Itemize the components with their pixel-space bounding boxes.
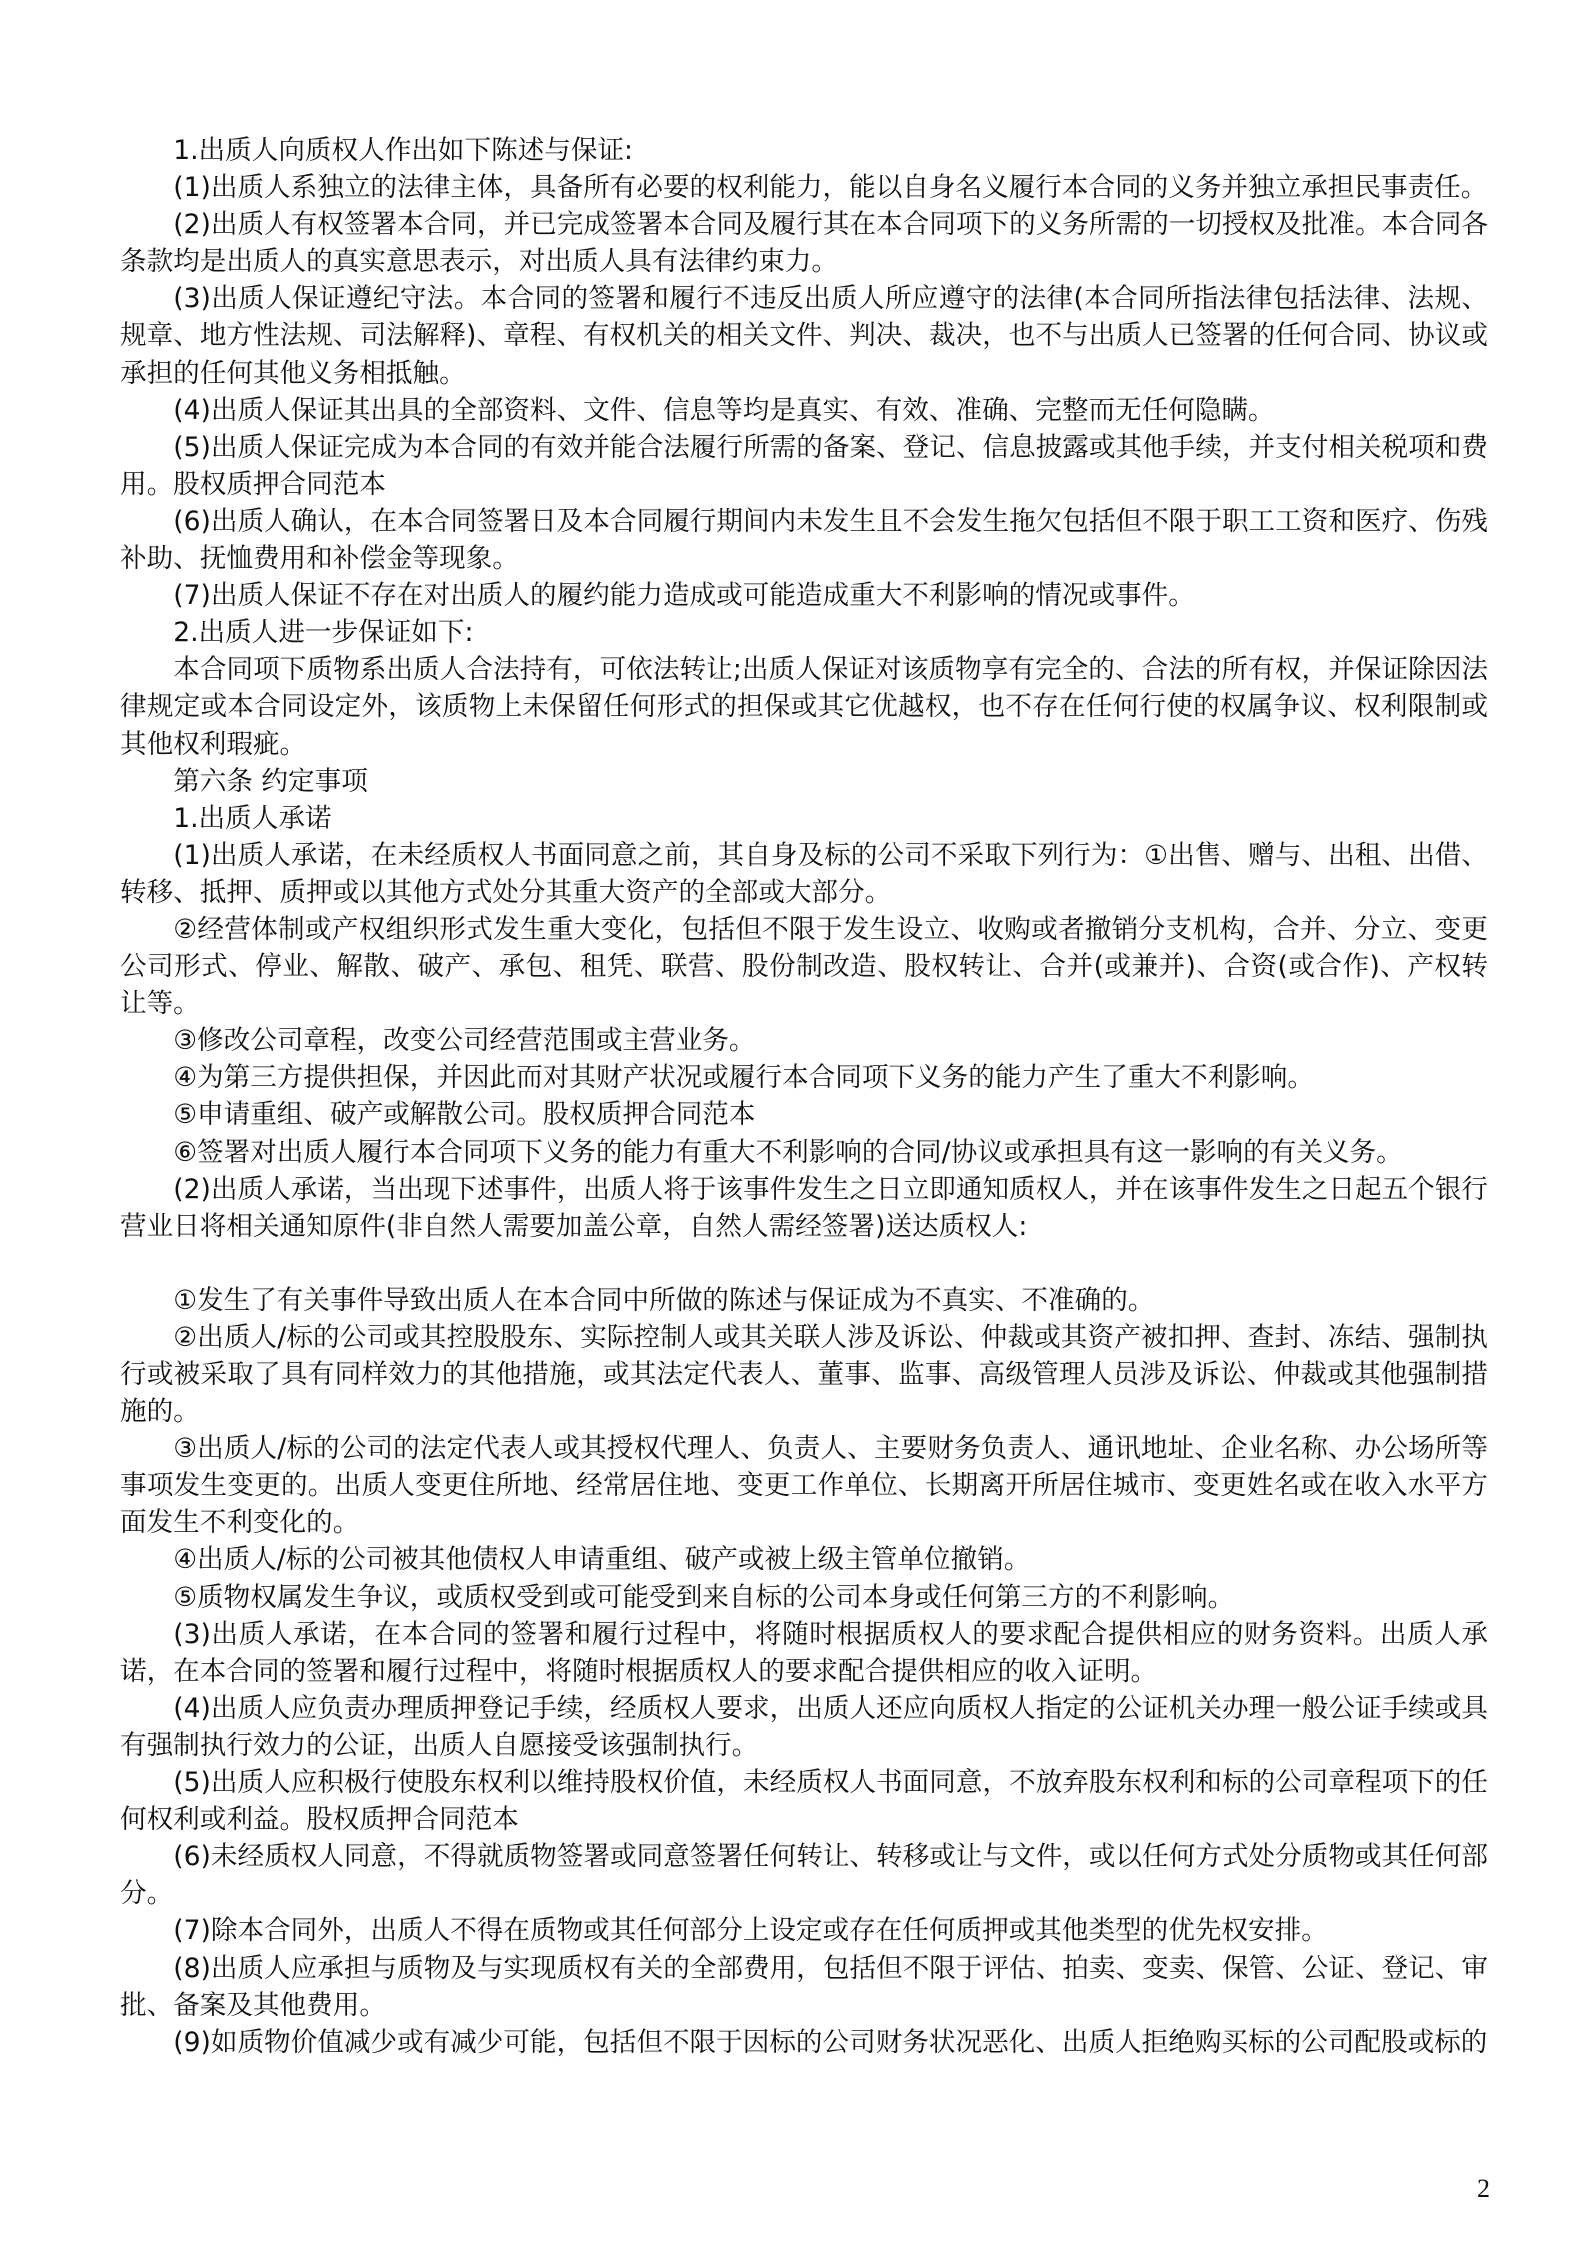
- section-heading: 第六条 约定事项: [173, 765, 368, 797]
- paragraph-8: (7)出质人保证不存在对出质人的履约能力造成或可能造成重大不利影响的情况或事件。: [173, 580, 1195, 612]
- paragraph-28: (6)未经质权人同意，不得就质物签署或同意签署任何转让、转移或让与文件，或以任何方式处分质物或其任何部分。: [120, 1841, 1488, 1910]
- paragraph-2: (1)出质人系独立的法律主体，具备所有必要的权利能力，能以自身名义履行本合同的义务并独立承担民事责任。: [173, 172, 1488, 204]
- paragraph-3: (2)出质人有权签署本合同，并已完成签署本合同及履行其在本合同项下的义务所需的一切授权及批准。本合同各条款均是出质人的真实意思表示，对出质人具有法律约束力。: [120, 209, 1488, 278]
- paragraph-5: (4)出质人保证其出具的全部资料、文件、信息等均是真实、有效、准确、完整而无任何隐瞒。: [173, 394, 1275, 426]
- paragraph-26: (4)出质人应负责办理质押登记手续，经质权人要求，出质人还应向质权人指定的公证机关办理一般公证手续或具有强制执行效力的公证，出质人自愿接受该强制执行。: [120, 1692, 1488, 1761]
- paragraph-21: ②出质人/标的公司或其控股股东、实际控制人或其关联人涉及诉讼、仲裁或其资产被扣押、查封、冻结、强制执行或被采取了具有同样效力的其他措施，或其法定代表人、董事、监事、高级管理人员涉及诉讼、仲裁或其他强制措施的。: [120, 1321, 1488, 1428]
- paragraph-15: ③修改公司章程，改变公司经营范围或主营业务。: [173, 1025, 756, 1057]
- paragraph-19: (2)出质人承诺，当出现下述事件，出质人将于该事件发生之日立即通知质权人，并在该事件发生之日起五个银行营业日将相关通知原件(非自然人需要加盖公章，自然人需经签署)送达质权人:: [120, 1173, 1488, 1242]
- document-body: [120, 132, 1488, 2061]
- paragraph-17: ⑤申请重组、破产或解散公司。股权质押合同范本: [173, 1099, 756, 1131]
- paragraph-1: 1.出质人向质权人作出如下陈述与保证:: [173, 135, 634, 166]
- paragraph-12: 1.出质人承诺: [173, 802, 332, 834]
- paragraph-18: ⑥签署对出质人履行本合同项下义务的能力有重大不利影响的合同/协议或承担具有这一影响的有关义务。: [173, 1136, 1403, 1168]
- paragraph-9: 2.出质人进一步保证如下:: [173, 617, 474, 649]
- paragraph-24: ⑤质物权属发生争议，或质权受到或可能受到来自标的公司本身或任何第三方的不利影响。: [173, 1581, 1235, 1613]
- paragraph-13: (1)出质人承诺，在未经质权人书面同意之前，其自身及标的公司不采取下列行为：①出售、赠与、出租、出借、转移、抵押、质押或以其他方式处分其重大资产的全部或大部分。: [120, 839, 1488, 908]
- paragraph-14: ②经营体制或产权组织形式发生重大变化，包括但不限于发生设立、收购或者撤销分支机构，合并、分立、变更公司形式、停业、解散、破产、承包、租凭、联营、股份制改造、股权转让、合并(或兼并)、合资(或合作)、产权转让等。: [120, 913, 1488, 1020]
- paragraph-4: (3)出质人保证遵纪守法。本合同的签署和履行不违反出质人所应遵守的法律(本合同所指法律包括法律、法规、规章、地方性法规、司法解释)、章程、有权机关的相关文件、判决、裁决，也不与出质人已签署的任何合同、协议或承担的任何其他义务相抵触。: [120, 283, 1488, 389]
- paragraph-20: ①发生了有关事件导致出质人在本合同中所做的陈述与保证成为不真实、不准确的。: [173, 1284, 1155, 1316]
- paragraph-6: (5)出质人保证完成为本合同的有效并能合法履行所需的备案、登记、信息披露或其他手续，并支付相关税项和费用。股权质押合同范本: [120, 431, 1488, 500]
- paragraph-29: (7)除本合同外，出质人不得在质物或其任何部分上设定或存在任何质押或其他类型的优先权安排。: [173, 1915, 1328, 1947]
- paragraph-25: (3)出质人承诺，在本合同的签署和履行过程中，将随时根据质权人的要求配合提供相应的财务资料。出质人承诺，在本合同的签署和履行过程中，将随时根据质权人的要求配合提供相应的收入证明。: [120, 1618, 1488, 1687]
- page-number: 2: [1477, 2174, 1490, 2203]
- paragraph-23: ④出质人/标的公司被其他债权人申请重组、破产或被上级主管单位撤销。: [173, 1544, 1031, 1576]
- paragraph-10: 本合同项下质物系出质人合法持有，可依法转让;出质人保证对该质物享有完全的、合法的所有权，并保证除因法律规定或本合同设定外，该质物上未保留任何形式的担保或其它优越权，也不存在任何行使的权属争议、权利限制或其他权利瑕疵。: [120, 654, 1488, 760]
- paragraph-16: ④为第三方提供担保，并因此而对其财产状况或履行本合同项下义务的能力产生了重大不利影响。: [173, 1062, 1314, 1094]
- paragraph-31: (9)如质物价值减少或有减少可能，包括但不限于因标的公司财务状况恶化、出质人拒绝购买标的公司配股或标的: [173, 2026, 1488, 2058]
- paragraph-30: (8)出质人应承担与质物及与实现质权有关的全部费用，包括但不限于评估、拍卖、变卖、保管、公证、登记、审批、备案及其他费用。: [120, 1952, 1488, 2021]
- paragraph-27: (5)出质人应积极行使股东权利以维持股权价值，未经质权人书面同意，不放弃股东权利和标的公司章程项下的任何权利或利益。股权质押合同范本: [120, 1767, 1488, 1836]
- paragraph-22: ③出质人/标的公司的法定代表人或其授权代理人、负责人、主要财务负责人、通讯地址、企业名称、办公场所等事项发生变更的。出质人变更住所地、经常居住地、变更工作单位、长期离开所居住城市、变更姓名或在收入水平方面发生不利变化的。: [120, 1433, 1488, 1539]
- paragraph-7: (6)出质人确认，在本合同签署日及本合同履行期间内未发生且不会发生拖欠包括但不限于职工工资和医疗、伤残补助、抚恤费用和补偿金等现象。: [120, 505, 1488, 575]
